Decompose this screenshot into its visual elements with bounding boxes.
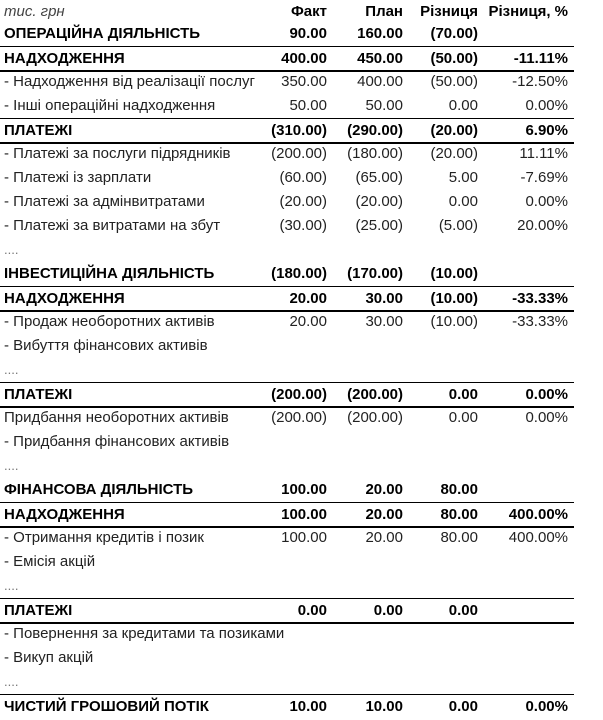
diff-cell xyxy=(403,454,478,478)
diff-pct-cell xyxy=(478,646,568,670)
row-label: - Придбання фінансових активів xyxy=(4,433,230,450)
table-row xyxy=(0,646,574,670)
diff-pct-cell xyxy=(478,550,568,574)
diff-cell: (20.00) xyxy=(430,122,478,139)
row-label: - Надходження від реалізації послуг xyxy=(4,73,255,90)
diff-cell: (10.00) xyxy=(430,265,478,282)
plan-cell xyxy=(327,430,403,454)
diff-pct-cell: -33.33% xyxy=(512,313,568,330)
row-label: .... xyxy=(4,362,19,377)
table-row xyxy=(0,46,574,72)
diff-cell xyxy=(403,430,478,454)
header-row xyxy=(0,0,574,24)
fact-cell: 10.00 xyxy=(289,698,327,715)
diff-cell: 5.00 xyxy=(448,169,478,186)
plan-cell: (200.00) xyxy=(347,386,403,403)
diff-pct-cell: -12.50% xyxy=(512,73,568,90)
table-row xyxy=(0,310,574,334)
row-label: - Вибуття фінансових активів xyxy=(4,337,208,354)
row-label: - Викуп акцій xyxy=(4,649,94,666)
table-row xyxy=(0,358,574,382)
table-row xyxy=(0,694,574,718)
table-row xyxy=(0,598,574,624)
plan-cell: 160.00 xyxy=(357,25,403,42)
fact-column-header: Факт xyxy=(291,3,327,20)
plan-cell: 400.00 xyxy=(357,73,403,90)
fact-cell: 50.00 xyxy=(289,97,327,114)
plan-cell xyxy=(327,550,403,574)
diff-cell: 0.00 xyxy=(448,97,478,114)
diff-cell xyxy=(403,574,478,598)
fact-cell xyxy=(257,574,327,598)
table-row xyxy=(0,262,574,286)
fact-cell: (200.00) xyxy=(271,145,327,162)
row-label: .... xyxy=(4,674,19,689)
row-label: .... xyxy=(4,458,19,473)
diff-cell xyxy=(403,238,478,262)
plan-cell xyxy=(327,358,403,382)
fact-cell xyxy=(257,646,327,670)
table-row xyxy=(0,502,574,528)
diff-cell: (5.00) xyxy=(438,217,478,234)
row-label: НАДХОДЖЕННЯ xyxy=(4,290,125,307)
diff-pct-cell xyxy=(478,238,568,262)
diff-cell xyxy=(403,550,478,574)
table-row xyxy=(0,526,574,550)
diff-pct-cell: -33.33% xyxy=(512,290,568,307)
diff-cell: 0.00 xyxy=(448,698,478,715)
fact-cell xyxy=(257,670,327,694)
row-label: ІНВЕСТИЦІЙНА ДІЯЛЬНІСТЬ xyxy=(4,265,215,282)
row-label: НАДХОДЖЕННЯ xyxy=(4,50,125,67)
diff-cell xyxy=(403,358,478,382)
diff-pct-cell: 20.00% xyxy=(517,217,568,234)
fact-cell: (310.00) xyxy=(271,122,327,139)
table-row xyxy=(0,574,574,598)
diff-pct-cell: 400.00% xyxy=(508,506,568,523)
diff-cell: (70.00) xyxy=(430,25,478,42)
fact-cell: (60.00) xyxy=(279,169,327,186)
plan-cell xyxy=(327,670,403,694)
diff-cell: (50.00) xyxy=(430,73,478,90)
plan-column-header: План xyxy=(365,3,403,20)
plan-cell: 20.00 xyxy=(365,529,403,546)
plan-cell: 20.00 xyxy=(365,481,403,498)
diff-pct-cell: 11.11% xyxy=(519,145,568,162)
diff-pct-cell xyxy=(478,430,568,454)
diff-cell: (10.00) xyxy=(430,290,478,307)
plan-cell: (20.00) xyxy=(355,193,403,210)
diff-pct-cell xyxy=(478,478,568,502)
diff-pct-cell xyxy=(478,358,568,382)
diff-pct-cell xyxy=(478,574,568,598)
fact-cell: 20.00 xyxy=(289,290,327,307)
row-label: - Платежі за послуги підрядників xyxy=(4,145,231,162)
diff-cell xyxy=(403,622,478,646)
diff-cell xyxy=(403,670,478,694)
row-label: Придбання необоротних активів xyxy=(4,409,229,426)
plan-cell: 30.00 xyxy=(365,313,403,330)
row-label: НАДХОДЖЕННЯ xyxy=(4,506,125,523)
diff-pct-cell xyxy=(478,622,568,646)
diff-pct-cell xyxy=(478,334,568,358)
table-row xyxy=(0,70,574,94)
plan-cell xyxy=(327,646,403,670)
fact-cell: (30.00) xyxy=(279,217,327,234)
fact-cell xyxy=(257,454,327,478)
row-label: - Повернення за кредитами та позиками xyxy=(4,625,285,642)
table-row xyxy=(0,478,574,502)
fact-cell: 0.00 xyxy=(297,602,327,619)
plan-cell: (200.00) xyxy=(347,409,403,426)
diff-pct-cell xyxy=(478,599,568,622)
fact-cell: 350.00 xyxy=(281,73,327,90)
plan-cell xyxy=(327,622,403,646)
diff-cell: (50.00) xyxy=(430,50,478,67)
row-label: ПЛАТЕЖІ xyxy=(4,602,73,619)
plan-cell xyxy=(327,574,403,598)
fact-cell xyxy=(257,238,327,262)
fact-cell xyxy=(257,358,327,382)
row-label: - Платежі за адмінвитратами xyxy=(4,193,205,210)
diff-pct-cell: -11.11% xyxy=(513,50,568,67)
table-row xyxy=(0,430,574,454)
diff-cell xyxy=(403,334,478,358)
fact-cell: (200.00) xyxy=(271,386,327,403)
diff-cell: (20.00) xyxy=(430,145,478,162)
plan-cell xyxy=(327,238,403,262)
diff-pct-column-header: Різниця, % xyxy=(488,3,568,20)
fact-cell: (200.00) xyxy=(271,409,327,426)
row-label: - Платежі за витратами на збут xyxy=(4,217,221,234)
fact-cell xyxy=(257,430,327,454)
plan-cell: (25.00) xyxy=(355,217,403,234)
table-row xyxy=(0,142,574,166)
fact-cell: (180.00) xyxy=(271,265,327,282)
fact-cell: 100.00 xyxy=(281,506,327,523)
diff-pct-cell xyxy=(478,262,568,286)
fact-cell: 20.00 xyxy=(289,313,327,330)
fact-cell xyxy=(257,622,327,646)
table-row xyxy=(0,166,574,190)
diff-pct-cell: 0.00% xyxy=(525,193,568,210)
row-label: - Отримання кредитів і позик xyxy=(4,529,204,546)
diff-cell: 0.00 xyxy=(448,602,478,619)
diff-cell xyxy=(403,646,478,670)
row-label: .... xyxy=(4,578,19,593)
plan-cell: 20.00 xyxy=(365,506,403,523)
diff-cell: 80.00 xyxy=(440,529,478,546)
diff-pct-cell: 400.00% xyxy=(508,529,568,546)
table-row xyxy=(0,550,574,574)
plan-cell: (290.00) xyxy=(347,122,403,139)
plan-cell: (65.00) xyxy=(355,169,403,186)
table-row xyxy=(0,94,574,118)
table-row xyxy=(0,22,574,46)
table-row xyxy=(0,382,574,408)
diff-pct-cell: 0.00% xyxy=(525,698,568,715)
diff-column-header: Різниця xyxy=(420,3,478,20)
diff-pct-cell: 0.00% xyxy=(525,97,568,114)
table-row xyxy=(0,214,574,238)
plan-cell: (180.00) xyxy=(347,145,403,162)
diff-cell: 80.00 xyxy=(440,481,478,498)
table-row xyxy=(0,118,574,144)
plan-cell xyxy=(327,454,403,478)
fact-cell: 400.00 xyxy=(281,50,327,67)
row-label: - Продаж необоротних активів xyxy=(4,313,215,330)
plan-cell: 0.00 xyxy=(373,602,403,619)
table-row xyxy=(0,190,574,214)
row-label: ПЛАТЕЖІ xyxy=(4,122,73,139)
plan-cell: 50.00 xyxy=(365,97,403,114)
row-label: - Платежі із зарплати xyxy=(4,169,152,186)
row-label: ЧИСТИЙ ГРОШОВИЙ ПОТІК xyxy=(4,698,209,715)
diff-pct-cell: -7.69% xyxy=(520,169,568,186)
row-label: ФІНАНСОВА ДІЯЛЬНІСТЬ xyxy=(4,481,194,498)
row-label: .... xyxy=(4,242,19,257)
diff-pct-cell: 6.90% xyxy=(525,122,568,139)
fact-cell: 100.00 xyxy=(281,481,327,498)
diff-cell: (10.00) xyxy=(430,313,478,330)
plan-cell: 30.00 xyxy=(365,290,403,307)
diff-cell: 0.00 xyxy=(448,386,478,403)
diff-pct-cell xyxy=(478,22,568,46)
diff-pct-cell xyxy=(478,670,568,694)
row-label: - Інші операційні надходження xyxy=(4,97,216,114)
diff-pct-cell xyxy=(478,454,568,478)
table-row xyxy=(0,406,574,430)
plan-cell: 10.00 xyxy=(365,698,403,715)
diff-cell: 0.00 xyxy=(448,409,478,426)
fact-cell: 100.00 xyxy=(281,529,327,546)
row-label: ОПЕРАЦІЙНА ДІЯЛЬНІСТЬ xyxy=(4,25,201,42)
fact-cell: 90.00 xyxy=(289,25,327,42)
plan-cell xyxy=(327,334,403,358)
table-row xyxy=(0,670,574,694)
table-row xyxy=(0,454,574,478)
fact-cell xyxy=(257,550,327,574)
fact-cell xyxy=(257,334,327,358)
table-row xyxy=(0,238,574,262)
diff-pct-cell: 0.00% xyxy=(525,409,568,426)
plan-cell: (170.00) xyxy=(347,265,403,282)
diff-pct-cell: 0.00% xyxy=(525,386,568,403)
table-row xyxy=(0,334,574,358)
row-label: - Емісія акцій xyxy=(4,553,96,570)
table-row xyxy=(0,286,574,312)
diff-cell: 80.00 xyxy=(440,506,478,523)
table-row xyxy=(0,622,574,646)
diff-cell: 0.00 xyxy=(448,193,478,210)
unit-label: тис. грн xyxy=(4,3,65,20)
fact-cell: (20.00) xyxy=(279,193,327,210)
row-label: ПЛАТЕЖІ xyxy=(4,386,73,403)
plan-cell: 450.00 xyxy=(357,50,403,67)
